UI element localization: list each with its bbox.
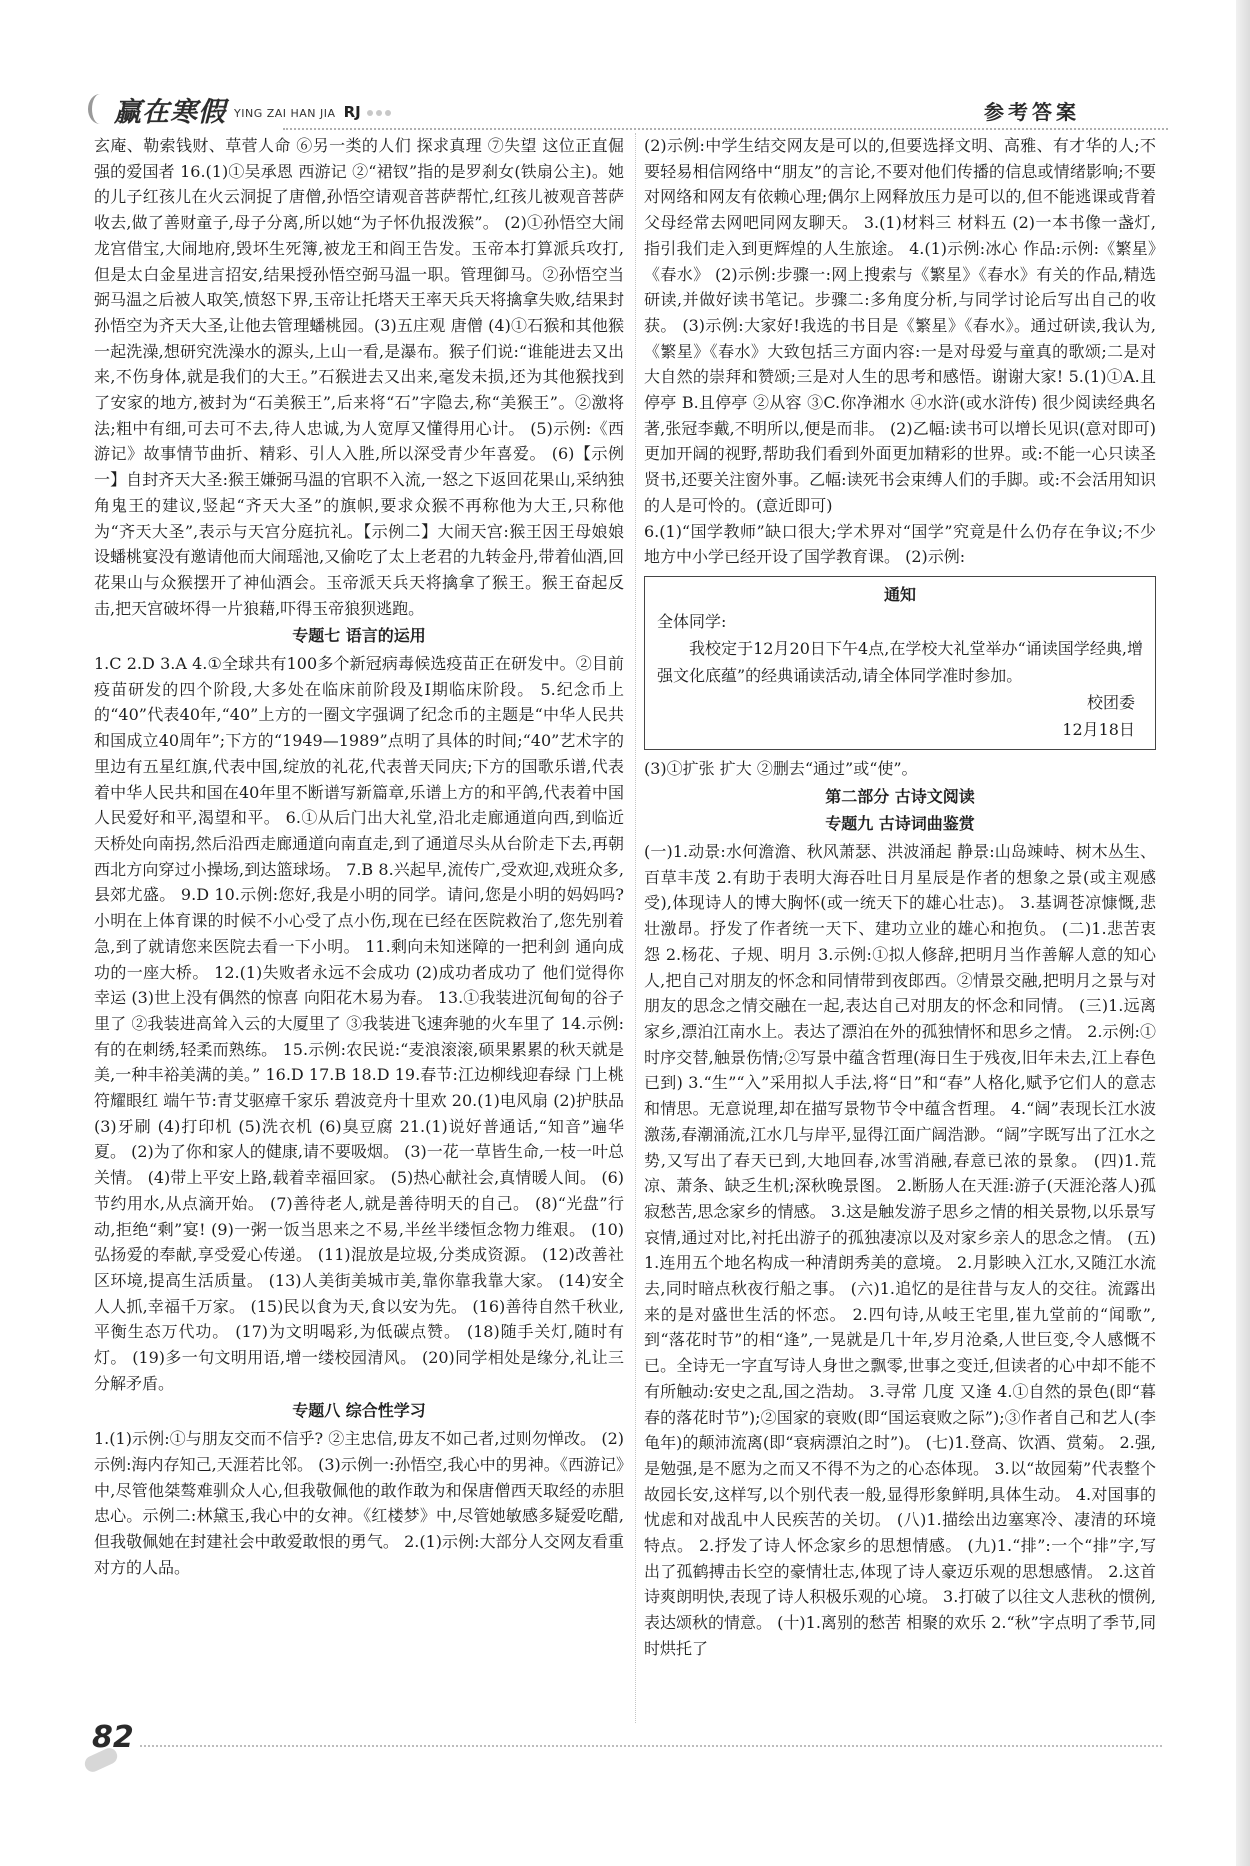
brand-pinyin: YING ZAI HAN JIA: [234, 106, 336, 120]
section-heading: 专题八 综合性学习: [292, 1401, 426, 1421]
notice-signature: 校团委: [1086, 692, 1135, 712]
part-heading: 第二部分 古诗文阅读: [825, 786, 975, 806]
page-header: [88, 92, 1168, 132]
answer-block: (一)1.动景:水何澹澹、秋风萧瑟、洪波涌起 静景:山岛竦峙、树木丛生、百草丰茂 2.有助于表明大海吞吐日月星辰是作者的想象之景(或主观感受),体现诗人的博大胸怀(或一统天下的雄心壮志)。 3.基调苍凉慷慨,悲壮激昂。抒发了作者统一天下、建功立业的雄心和抱负。 (二)1.悲苦衷怨 2.杨花、子规、明月 3.示例:①拟人修辞,把明月当作善解人意的知心人,把自己对朋友的怀念和同情带到夜郎西。②情景交融,把明月之景与对朋友的思念之情交融在一起,表达自己对朋友的怀念和同情。 (三)1.远离家乡,漂泊江南水上。表达了漂泊在外的孤独情怀和思乡之情。 2.示例:①时序交替,触景伤情;②写景中蕴含哲理(海日生于残夜,旧年未去,江上春色已到) 3.“生”“入”采用拟人手法,将“日”和“春”人格化,赋予它们人的意志和情思。无意说理,却在描写景物节令中蕴含哲理。 4.“阔”表现长江水波激荡,春潮涌流,江水几与岸平,显得江面广阔浩渺。“阔”字既写出了江水之势,又写出了春天已到,大地回春,冰雪消融,春意已浓的景象。 (四)1.荒凉、萧条、缺乏生机;深秋晚景图。 2.断肠人在天涯:游子(天涯沦落人)孤寂愁苦,思念家乡的情感。 3.这是触发游子思乡之情的相关景物,以乐景写哀情,通过对比,衬托出游子的孤独凄凉以及对家乡亲人的思念之情。 (五)1.连用五个地名构成一种清朗秀美的意境。 2.月影映入江水,又随江水流去,同时暗点秋夜行船之事。 (六)1.追忆的是往昔与友人的交往。流露出来的是对盛世生活的怀恋。 2.四句诗,从岐王宅里,崔九堂前的“闻歌”,到“落花时节”的相“逢”,一晃就是几十年,岁月沧桑,人世巨变,令人感慨不已。全诗无一字直写诗人身世之飘零,世事之变迁,但读者的心中却不能不有所触动:安史之乱,国之浩劫。 3.寻常 几度 又逢 4.①自然的景色(即“暮春的落花时节”);②国家的衰败(即“国运衰败之际”);③作者自己和艺人(李龟年)的颠沛流离(即“衰病漂泊之时”)。 (七)1.登高、饮酒、赏菊。 2.强,是勉强,是不愿为之而又不得不为之的心态体现。 3.以“故园菊”代表整个故园长安,这样写,以个别代表一般,显得形象鲜明,具体生动。 4.对国事的忧虑和对战乱中人民疾苦的关切。 (八)1.描绘出边塞寒冷、凄清的环境特点。 2.抒发了诗人怀念家乡的思想情感。 (九)1.“排”:一个“排”字,写出了孤鹤搏击长空的豪情壮志,体现了诗人豪迈乐观的思想感情。 2.这首诗爽朗明快,表现了诗人积极乐观的心境。 3.打破了以往文人悲秋的惯例,表达颂秋的情意。 (十)1.离别的愁苦 相聚的欢乐 2.“秋”字点明了季节,同时烘托了: [644, 842, 1156, 1658]
brand-title: 赢在寒假: [114, 96, 226, 128]
section-title: 参考答案: [984, 100, 1080, 124]
answer-block: 1.(1)示例:①与朋友交而不信乎? ②主忠信,毋友不如己者,过则勿惮改。 (2)示例:海内存知己,天涯若比邻。 (3)示例一:孙悟空,我心中的男神。《西游记》中,尽管他桀骜难驯众人心,但我敬佩他的敢作敢为和保唐僧西天取经的赤胆忠心。示例二:林黛玉,我心中的女神。《红楼梦》中,尽管她敏感多疑爱吃醋,但我敬佩她在封建社会中敢爱敢恨的勇气。 2.(1)示例:大部分人交网友看重对方的人品。: [94, 1429, 624, 1577]
section-heading: 专题九 古诗词曲鉴赏: [825, 814, 975, 834]
brand-logo: [88, 92, 391, 126]
answer-block: (2)示例:中学生结交网友是可以的,但要选择文明、高雅、有才华的人;不要轻易相信网络中“朋友”的言论,不要对他们传播的信息或情绪影响;不要对网络和网友有依赖心理;偶尔上网释放压力是可以的,但不能逃课或背着父母经常去网吧同网友聊天。 3.(1)材料三 材料五 (2)一本书像一盏灯,指引我们走入到更辉煌的人生旅途。 4.(1)示例:冰心 作品:示例:《繁星》《春水》 (2)示例:步骤一:网上搜索与《繁星》《春水》有关的作品,精选研读,并做好读书笔记。步骤二:多角度分析,与同学讨论后写出自己的收获。 (3)示例:大家好!我选的书目是《繁星》《春水》。通过研读,我认为,《繁星》《春水》大致包括三方面内容:一是对母爱与童真的歌颂;二是对大自然的崇拜和赞颂;三是对人生的思考和感悟。谢谢大家! 5.(1)①A.且停亭 B.且停亭 ②从容 ③C.你净湘水 ④水浒(或水浒传) 很少阅读经典名著,张冠李戴,不明所以,便是而非。 (2)乙幅:读书可以增长见识(意对即可) 更加开阔的视野,帮助我们看到外面更加精彩的世界。或:不能一心只读圣贤书,还要关注窗外事。乙幅:读死书会束缚人们的手脚。或:不会活用知识的人是可怜的。(意近即可): [644, 136, 1156, 515]
page-number: 82: [92, 1720, 134, 1755]
swoosh-icon: [88, 94, 112, 124]
column-divider: [635, 133, 636, 1723]
footer-divider: [140, 1745, 1162, 1747]
answer-block: 玄庵、勒索钱财、草菅人命 ⑥另一类的人们 探求真理 ⑦失望 这位正直倔强的爱国者 16.(1)①吴承恩 西游记 ②“裙钗”指的是罗刹女(铁扇公主)。她的儿子红孩儿在火云洞捉了唐僧,孙悟空请观音菩萨帮忙,红孩儿被观音菩萨收去,做了善财童子,母子分离,所以她“为子怀仇报泼猴”。 (2)①孙悟空大闹龙宫借宝,大闹地府,毁坏生死簿,被龙王和阎王告发。玉帝本打算派兵攻打,但是太白金星进言招安,结果授孙悟空弼马温一职。管理御马。②孙悟空当弼马温之后被人取笑,愤怒下界,玉帝让托塔天王率天兵天将擒拿失败,结果封孙悟空为齐天大圣,让他去管理蟠桃园。(3)五庄观 唐僧 (4)①石猴和其他猴一起洗澡,想研究洗澡水的源头,上山一看,是瀑布。猴子们说:“谁能进去又出来,不伤身体,就是我们的大王。”石猴进去又出来,毫发未损,还为其他猴找到了安家的地方,被封为“石美猴王”,后来将“石”字隐去,称“美猴王”。②激将法;粗中有细,可去可不去,待人忠诚,为人宽厚又懂得用心计。 (5)示例:《西游记》故事情节曲折、精彩、引人入胜,所以深受青少年喜爱。 (6)【示例一】自封齐天大圣:猴王嫌弼马温的官职不入流,一怒之下返回花果山,采纳独角鬼王的建议,竖起“齐天大圣”的旗帜,要求众猴不再称他为大王,只称他为“齐天大圣”,表示与天宫分庭抗礼。【示例二】大闹天宫:猴王因王母娘娘设蟠桃宴没有邀请他而大闹瑶池,又偷吃了太上老君的九转金丹,带着仙酒,回花果山与众猴摆开了神仙酒会。玉帝派天兵天将擒拿了猴王。猴王奋起反击,把天宫破坏得一片狼藉,吓得玉帝狼狈逃跑。: [94, 136, 624, 618]
edition-badge: RJ: [343, 103, 361, 121]
section-heading: 专题七 语言的运用: [292, 626, 426, 646]
answer-block: 6.(1)“国学教师”缺口很大;学术界对“国学”究竟是什么仍存在争议;不少地方中小学已经开设了国学教育课。 (2)示例:: [644, 521, 1156, 567]
page-edge: [1236, 0, 1250, 1866]
answer-block: 1.C 2.D 3.A 4.①全球共有100多个新冠病毒候选疫苗正在研发中。②目前疫苗研发的四个阶段,大多处在临床前阶段及I期临床阶段。 5.纪念币上的“40”代表40年,“40”上方的一圈文字强调了纪念币的主题是“中华人民共和国成立40周年”;下方的“1949—1989”点明了具体的时间;“40”艺术字的里边有五星红旗,代表中国,绽放的礼花,代表普天同庆;下方的国歌乐谱,代表着中华人民共和国在40年里不断谱写新篇章,乐谱上方的和平鸽,代表着中国人民爱好和平,渴望和平。 6.①从后门出大礼堂,沿北走廊通道向西,到临近天桥处向南拐,然后沿西走廊通道向南直走,到了通道尽头从台阶走下去,再朝西北方向穿过小操场,到达篮球场。 7.B 8.兴起早,流传广,受欢迎,戏班众多,县郊尤盛。 9.D 10.示例:您好,我是小明的同学。请问,您是小明的妈妈吗?小明在上体育课的时候不小心受了点小伤,现在已经在医院救治了,您先别着急,到了就请您来医院去看一下小明。 11.剩向未知迷障的一把利剑 通向成功的一座大桥。 12.(1)失败者永远不会成功 (2)成功者成功了 他们觉得你幸运 (3)世上没有偶然的惊喜 向阳花木易为春。 13.①我装进沉甸甸的谷子里了 ②我装进高耸入云的大厦里了 ③我装进飞速奔驰的火车里了 14.示例:有的在刺绣,轻柔而熟练。 15.示例:农民说:“麦浪滚滚,硕果累累的秋天就是美,一种丰裕美满的美。” 16.D 17.B 18.D 19.春节:江边柳线迎春绿 门上桃符耀眼红 端午节:青艾驱瘴千家乐 碧波竞舟十里欢 20.(1)电风扇 (2)护肤品 (3)牙刷 (4)打印机 (5)洗衣机 (6)臭豆腐 21.(1)说好普通话,“知音”遍华夏。 (2)为了你和家人的健康,请不要吸烟。 (3)一花一草皆生命,一枝一叶总关情。 (4)带上平安上路,载着幸福回家。 (5)热心献社会,真情暖人间。 (6)节约用水,从点滴开始。 (7)善待老人,就是善待明天的自己。 (8)“光盘”行动,拒绝“剩”宴! (9)一粥一饭当思来之不易,半丝半缕恒念物力维艰。 (10)弘扬爱的奉献,享受爱心传递。 (11)混放是垃圾,分类成资源。 (12)改善社区环境,提高生活质量。 (13)人美街美城市美,靠你靠我靠大家。 (14)安全人人抓,幸福千万家。 (15)民以食为天,食以安为先。 (16)善待自然千秋业,平衡生态万代功。 (17)为文明喝彩,为低碳点赞。 (18)随手关灯,随时有灯。 (19)多一句文明用语,增一缕校园清风。 (20)同学相处是缘分,礼让三分解矛盾。: [94, 654, 624, 1393]
notice-date: 12月18日: [1062, 719, 1135, 739]
notice-body: 我校定于12月20日下午4点,在学校大礼堂举办“诵读国学经典,增强文化底蕴”的经典诵读活动,请全体同学准时参加。: [657, 638, 1143, 685]
answer-block: (3)①扩张 扩大 ②删去“通过”或“使”。: [644, 758, 918, 778]
dots-icon: [367, 110, 391, 116]
notice-greeting: 全体同学:: [657, 611, 727, 631]
left-column: [94, 133, 624, 1580]
header-divider: [283, 128, 1168, 130]
right-column: [644, 133, 1156, 1662]
notice-box: [644, 576, 1156, 750]
notice-title: 通知: [883, 584, 916, 604]
